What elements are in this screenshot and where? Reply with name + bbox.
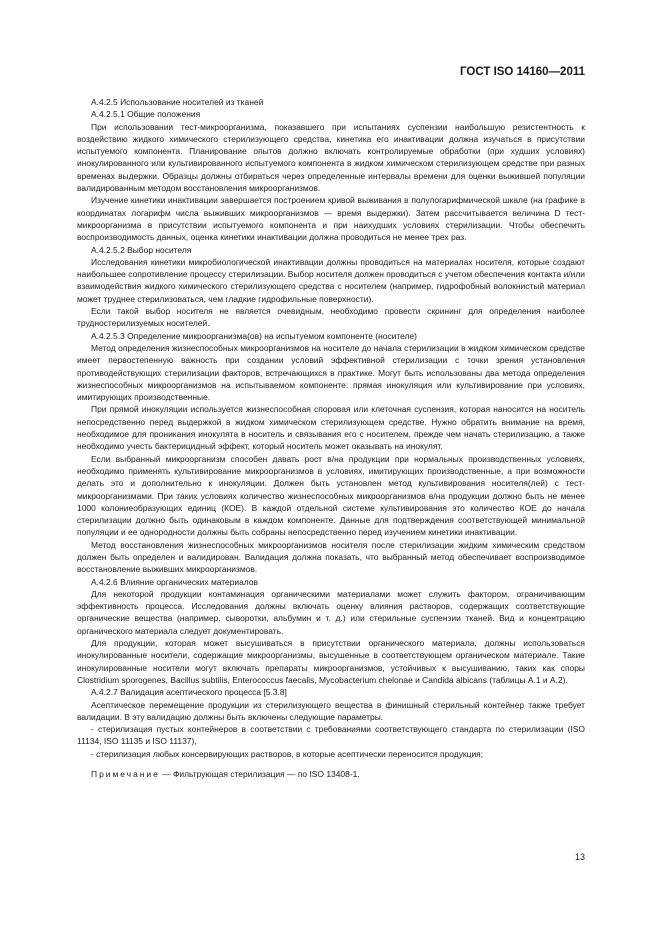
paragraph: Изучение кинетики инактивации завершается построением кривой выживания в полулогарифмической шкале (на графике в координатах логарифм числа выживших микроорганизмов — время выдержки). Затем рассчитывается величина D тест-микроорганизма в присутствии испытуемого компонента и при наихудших условиях стерилизации. Чтобы обеспечить воспроизводимость данных, оценка кинетики инактивации должна проводиться не менее трех раз.: [77, 195, 585, 243]
page-number: 13: [574, 852, 585, 862]
section-heading: А.4.2.6 Влияние органических материалов: [91, 576, 259, 587]
note: [77, 768, 585, 780]
note-text: — Фильтрующая стерилизация — по ISO 13408-1.: [159, 769, 360, 780]
paragraph: Исследования кинетики микробиологической инактивации должны проводиться на материалах носителя, которые создают наибольшее сопротивление процессу стерилизации. Выбор носителя должен проводиться с учетом обеспечения контакта и/или взаимодействия жидкого химического стерилизующего средства с носителем (например, гидрофобный волокнистый материал может труднее стерилизоваться, чем гладкие гидрофильные поверхности).: [77, 256, 585, 304]
paragraph: Для продукции, которая может высушиваться в присутствии органического материала, должны использоваться инокулированные носители, содержащие микроорганизмы, высушенные в соответствующем органическом материале. Такие инокулированные носители могут включать препараты микроорганизмов, устойчивых к высушиванию, таких как споры Clostridium sporogenes, Bacillus subtilis, Enterococcus faecalis, Mycobacterium chelonae и Candida albicans (таблицы А.1 и А.2).: [77, 638, 585, 685]
section-heading: А.4.2.5.1 Общие положения: [91, 109, 201, 120]
section-heading: А.4.2.7 Валидация асептического процесса [5.3.8]: [91, 687, 287, 698]
paragraph: Асептическое перемещение продукции из стерилизующего вещества в финишный стерильный контейнер также требует валидации. В эту валидацию должны быть включены следующие параметры.: [77, 699, 585, 722]
list-item: - стерилизация любых консервирующих растворов, в которые асептически переносится продукция;: [91, 748, 484, 759]
section-heading: А.4.2.5.2 Выбор носителя: [91, 244, 192, 255]
section-heading: А.4.2.5.3 Определение микроорганизма(ов) на испытуемом компоненте (носителе): [91, 330, 417, 341]
document-body: [77, 96, 585, 780]
paragraph: Если такой выбор носителя не является очевидным, необходимо провести скрининг для определения наиболее трудностерилизуемых носителей.: [77, 306, 585, 329]
paragraph: При прямой инокуляции используется жизнеспособная споровая или клеточная суспензия, которая наносится на носитель непосредственно перед выдержкой в жидком химическом стерилизующем средстве. Нужно обратить внимание на время, необходимое для проникания инокулята в носитель и связывания его с носителем, прежде чем начать стерилизацию, а также необходимо учесть бактерицидный эффект, который носитель может оказывать на инокулят.: [77, 404, 585, 452]
paragraph: Для некоторой продукции контаминация органическими материалами может служить фактором, ограничивающим эффективность процесса. Исследования должны включать оценку влияния растворов, содержащих соответствующие органические вещества (например, сыворотки, альбумин и т. д.) или стерильные суспензии тканей. Вид и концентрацию органического материала следует документировать.: [77, 588, 585, 636]
paragraph: При использовании тест-микроорганизма, показавшего при испытаниях суспензии наибольшую резистентность к воздействию жидкого химического стерилизующего средства, кинетика его инактивации должна изучаться в присутствии испытуемого компонента. Планирование опытов должно включать контролируемые обработки (при худших условиях) инокулированного или культивированного испытуемого компонента в жидком химическом стерилизующем средстве при разных временах выдержки. Образцы должны отбираться через определенные интервалы времени для оценки выжившей популяции валидированным методом восстановления микроорганизмов.: [77, 121, 585, 194]
section-heading: А.4.2.5 Использование носителей из тканей: [91, 97, 264, 107]
note-label: Примечание: [91, 769, 160, 780]
paragraph: Если выбранный микроорганизм способен давать рост в/на продукции при нормальных производственных условиях, необходимо применять культивирование микроорганизмов в условиях, имитирующих производственные, а при возможности делать это и дополнительно к инокуляции. Должен быть установлен метод культивирования носителя(лей) с тест-микроорганизмами. При таких условиях количество жизнеспособных микроорганизмов в/на продукции должно быть не менее 1000 колониеобразующих единиц (КОЕ). В каждой отдельной системе культивирования это количество КОЕ до начала стерилизации должно быть одинаковым в каждом компоненте. Данные для подтверждения соответствующей минимальной популяции и ее однородности должны быть собраны непосредственно перед изучением кинетики инактивации.: [77, 453, 585, 538]
list-item: - стерилизация пустых контейнеров в соответствии с требованиями соответствующего стандарта по стерилизации (ISO 11134, ISO 11135 и ISO 11137),: [77, 724, 585, 747]
paragraph: Метод определения жизнеспособных микроорганизмов на носителе до начала стерилизации в жидком химическом средстве имеет первостепенную важность при создании условий эффективной стерилизации с точки зрения установления противодействующих стерилизации факторов, встречающихся в практике. Могут быть использованы два метода определения жизнеспособных микроорганизмов на испытываемом компоненте: прямая инокуляция или культивирование при условиях, имитирующих производственные.: [77, 342, 585, 403]
paragraph: Метод восстановления жизнеспособных микроорганизмов носителя после стерилизации жидким химическим средством должен быть определен и валидирован. Валидация должна показать, что выбранный метод обеспечивает воспроизводимое восстановление выживших микроорганизмов.: [77, 539, 585, 575]
document-header: ГОСТ ISO 14160—2011: [460, 66, 585, 78]
